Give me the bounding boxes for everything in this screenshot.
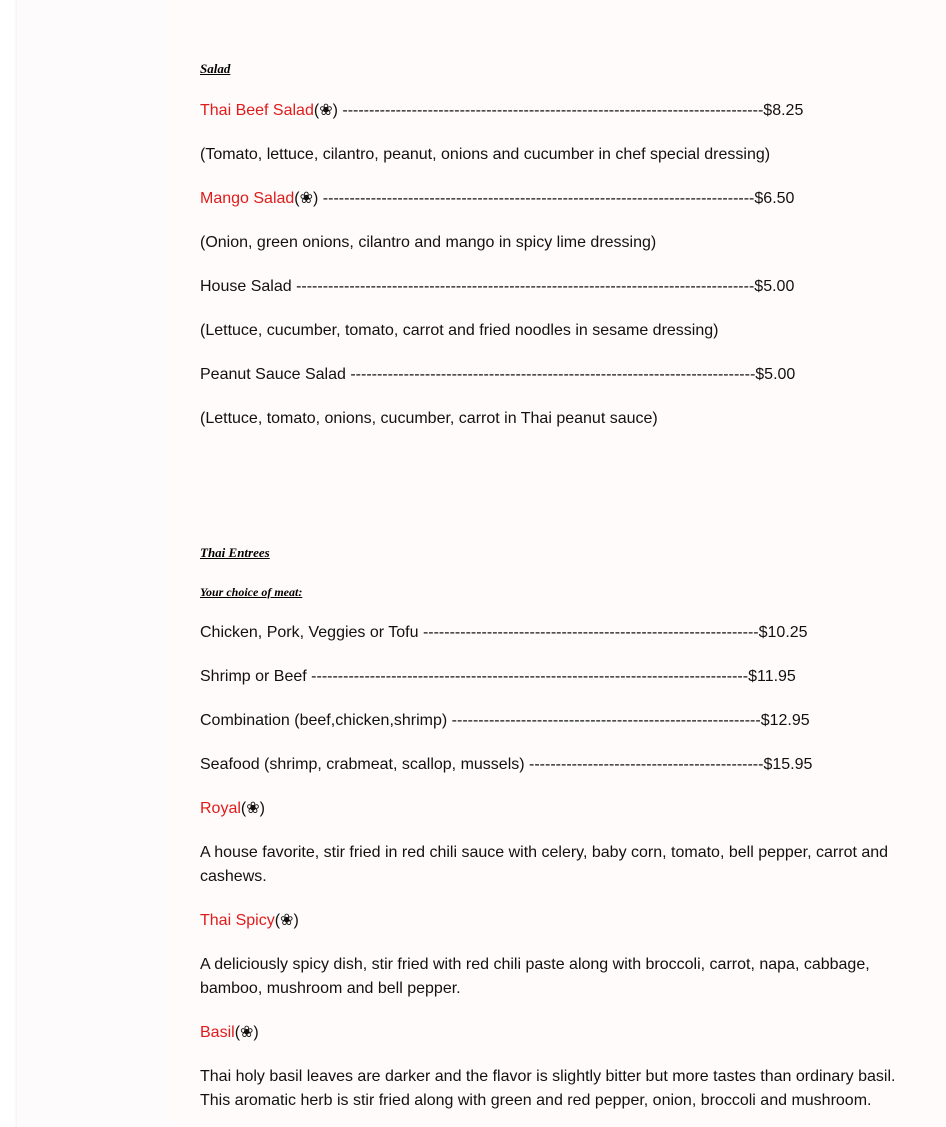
pepper-icon: (❀) [313, 102, 338, 119]
item-name: Combination (beef,chicken,shrimp) [200, 712, 448, 729]
dash-leader: --------------------------------------------------------------------------------- [318, 190, 755, 207]
entrees-heading: Thai Entrees [200, 545, 270, 560]
item-price: $5.00 [754, 278, 795, 295]
pepper-icon: (❀) [240, 800, 265, 817]
dish-description: Thai holy basil leaves are darker and the flavor is slightly bitter but more tastes than ordinary basil. This aromatic herb is stir fried along with green and red pepper, onion, broccoli and mushroom. [200, 1068, 896, 1109]
pepper-icon: (❀) [274, 912, 299, 929]
item-price: $6.50 [754, 190, 795, 207]
dash-leader: -------------------------------------------- [524, 756, 764, 773]
salad-heading: Salad [200, 61, 231, 76]
dish-basil [200, 1021, 259, 1045]
menu-item-house-salad [200, 275, 794, 299]
item-name: Thai Beef Salad [200, 102, 314, 119]
pepper-icon: (❀) [234, 1024, 259, 1041]
price-row-shrimp-beef [200, 665, 796, 689]
item-price: $11.95 [748, 668, 796, 685]
item-name: Chicken, Pork, Veggies or Tofu [200, 624, 419, 641]
price-row-combination [200, 709, 810, 733]
meat-choice-subheading: Your choice of meat: [200, 585, 303, 599]
item-price: $12.95 [760, 712, 810, 729]
item-name: House Salad [200, 278, 292, 295]
dash-leader: -------------------------------------------------------------------------------------- [291, 278, 755, 295]
item-price: $8.25 [763, 102, 804, 119]
item-description: (Lettuce, cucumber, tomato, carrot and fried noodles in sesame dressing) [200, 322, 719, 339]
item-name: Peanut Sauce Salad [200, 366, 346, 383]
menu-item-thai-beef-salad [200, 99, 803, 123]
item-name: Mango Salad [200, 190, 295, 207]
item-price: $15.95 [763, 756, 813, 773]
dish-name: Basil [200, 1024, 235, 1041]
item-description: (Lettuce, tomato, onions, cucumber, carrot in Thai peanut sauce) [200, 410, 658, 427]
dash-leader: ------------------------------------------------------------------------------- [337, 102, 764, 119]
dish-royal [200, 797, 265, 821]
menu-item-mango-salad [200, 187, 794, 211]
dish-name: Thai Spicy [200, 912, 275, 929]
dish-description: A deliciously spicy dish, stir fried with red chili paste along with broccoli, carrot, napa, cabbage, bamboo, mushroom and bell pepper. [200, 956, 870, 997]
item-description: (Tomato, lettuce, cilantro, peanut, onions and cucumber in chef special dressing) [200, 146, 771, 163]
item-price: $10.25 [758, 624, 808, 641]
menu-content [170, 0, 946, 1127]
dash-leader: --------------------------------------------------------------- [418, 624, 759, 641]
price-row-chicken-pork-veggies-tofu [200, 621, 808, 645]
dash-leader: ---------------------------------------------------------- [447, 712, 761, 729]
price-row-seafood [200, 753, 812, 777]
dash-leader: ---------------------------------------------------------------------------------- [306, 668, 749, 685]
dash-leader: ---------------------------------------------------------------------------- [345, 366, 756, 383]
dish-description: A house favorite, stir fried in red chili sauce with celery, baby corn, tomato, bell pepper, carrot and cashews. [200, 844, 889, 885]
dish-thai-spicy [200, 909, 299, 933]
pepper-icon: (❀) [294, 190, 319, 207]
item-description: (Onion, green onions, cilantro and mango in spicy lime dressing) [200, 234, 657, 251]
dish-name: Royal [200, 800, 241, 817]
menu-item-peanut-sauce-salad [200, 363, 795, 387]
item-name: Seafood (shrimp, crabmeat, scallop, mussels) [200, 756, 525, 773]
item-name: Shrimp or Beef [200, 668, 307, 685]
item-price: $5.00 [755, 366, 796, 383]
left-sidebar [17, 0, 170, 1127]
